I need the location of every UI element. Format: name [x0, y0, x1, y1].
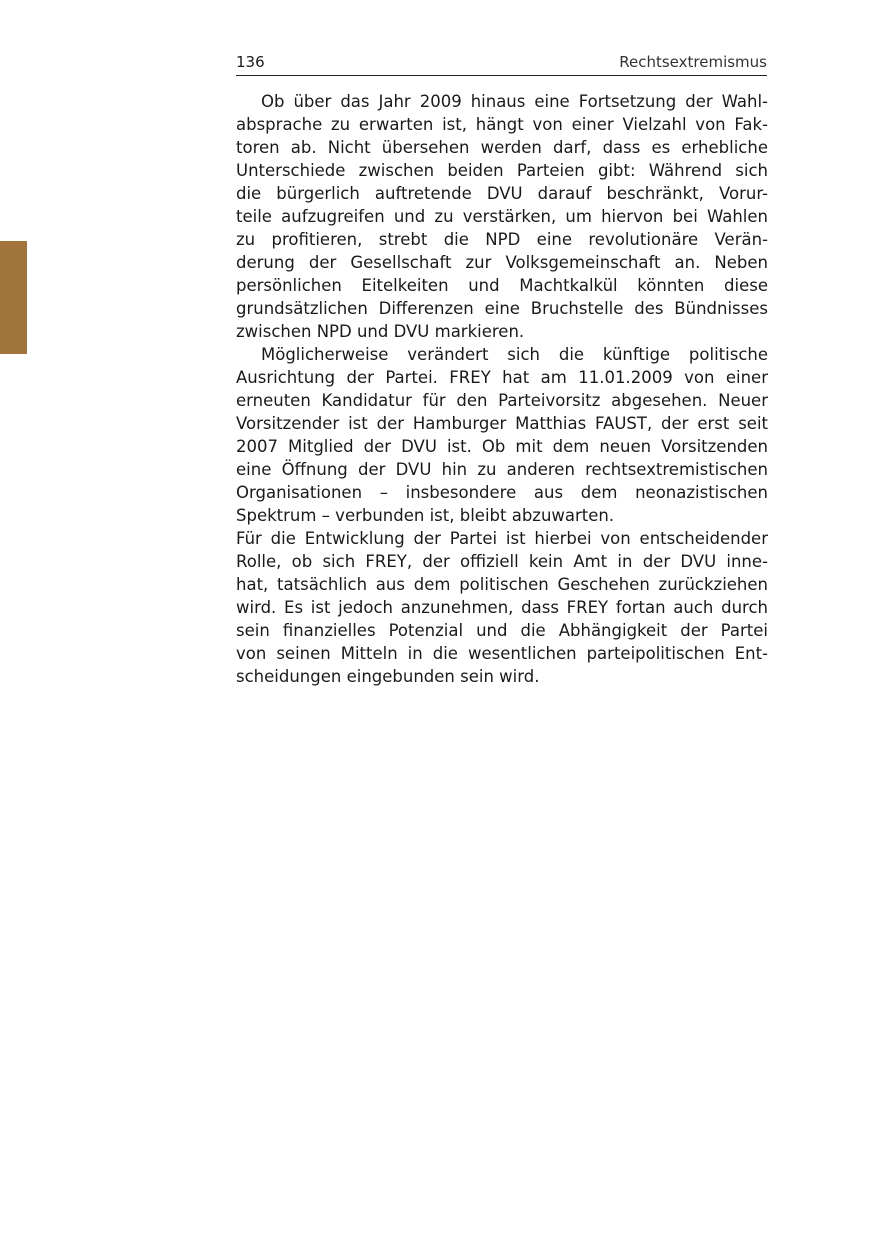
paragraph-1-line-11: zwischen NPD und DVU markieren. [236, 322, 525, 341]
paragraph-2-line-2: Ausrichtung der Partei. FREY hat am 11.01.2009 von einer [236, 368, 768, 387]
paragraph-1-line-4: Unterschiede zwischen beiden Parteien gibt: Während sich [236, 161, 768, 180]
paragraph-2-line-7: Organisationen – insbesondere aus dem neonazistischen [236, 483, 768, 502]
paragraph-3-line-1: Für die Entwicklung der Partei ist hierbei von entscheidender [236, 529, 768, 548]
running-head: Rechtsextremismus [619, 53, 767, 71]
paragraph-1-line-2: absprache zu erwarten ist, hängt von einer Vielzahl von Fak- [236, 115, 768, 134]
paragraph-1-line-9: persönlichen Eitelkeiten und Machtkalkül könnten diese [236, 276, 768, 295]
paragraph-1-line-6: teile aufzugreifen und zu verstärken, um hiervon bei Wahlen [236, 207, 768, 226]
chapter-side-tab [0, 241, 27, 354]
paragraph-1-line-1: Ob über das Jahr 2009 hinaus eine Fortsetzung der Wahl- [261, 92, 768, 111]
paragraph-2-line-4: Vorsitzender ist der Hamburger Matthias FAUST, der erst seit [236, 414, 768, 433]
paragraph-1-line-3: toren ab. Nicht übersehen werden darf, dass es erhebliche [236, 138, 768, 157]
paragraph-1-line-10: grundsätzlichen Differenzen eine Bruchstelle des Bündnisses [236, 299, 768, 318]
paragraph-3-line-4: wird. Es ist jedoch anzunehmen, dass FREY fortan auch durch [236, 598, 768, 617]
paragraph-2-line-8: Spektrum – verbunden ist, bleibt abzuwarten. [236, 506, 615, 525]
page-header [236, 51, 767, 76]
paragraph-3-line-2: Rolle, ob sich FREY, der offiziell kein Amt in der DVU inne- [236, 552, 768, 571]
paragraph-2-line-3: erneuten Kandidatur für den Parteivorsitz abgesehen. Neuer [236, 391, 768, 410]
paragraph-2-line-6: eine Öffnung der DVU hin zu anderen rechtsextremistischen [236, 460, 768, 479]
body-text [236, 90, 768, 688]
paragraph-1-line-8: derung der Gesellschaft zur Volksgemeinschaft an. Neben [236, 253, 768, 272]
paragraph-1-line-7: zu profitieren, strebt die NPD eine revolutionäre Verän- [236, 230, 768, 249]
paragraph-1-line-5: die bürgerlich auftretende DVU darauf beschränkt, Vorur- [236, 184, 768, 203]
paragraph-3-line-6: von seinen Mitteln in die wesentlichen parteipolitischen Ent- [236, 644, 768, 663]
page-number: 136 [236, 53, 265, 71]
paragraph-2-line-1: Möglicherweise verändert sich die künftige politische [261, 345, 768, 364]
paragraph-3-line-7: scheidungen eingebunden sein wird. [236, 667, 540, 686]
paragraph-2-line-5: 2007 Mitglied der DVU ist. Ob mit dem neuen Vorsitzenden [236, 437, 768, 456]
paragraph-3-line-3: hat, tatsächlich aus dem politischen Geschehen zurückziehen [236, 575, 768, 594]
paragraph-3-line-5: sein finanzielles Potenzial und die Abhängigkeit der Partei [236, 621, 768, 640]
